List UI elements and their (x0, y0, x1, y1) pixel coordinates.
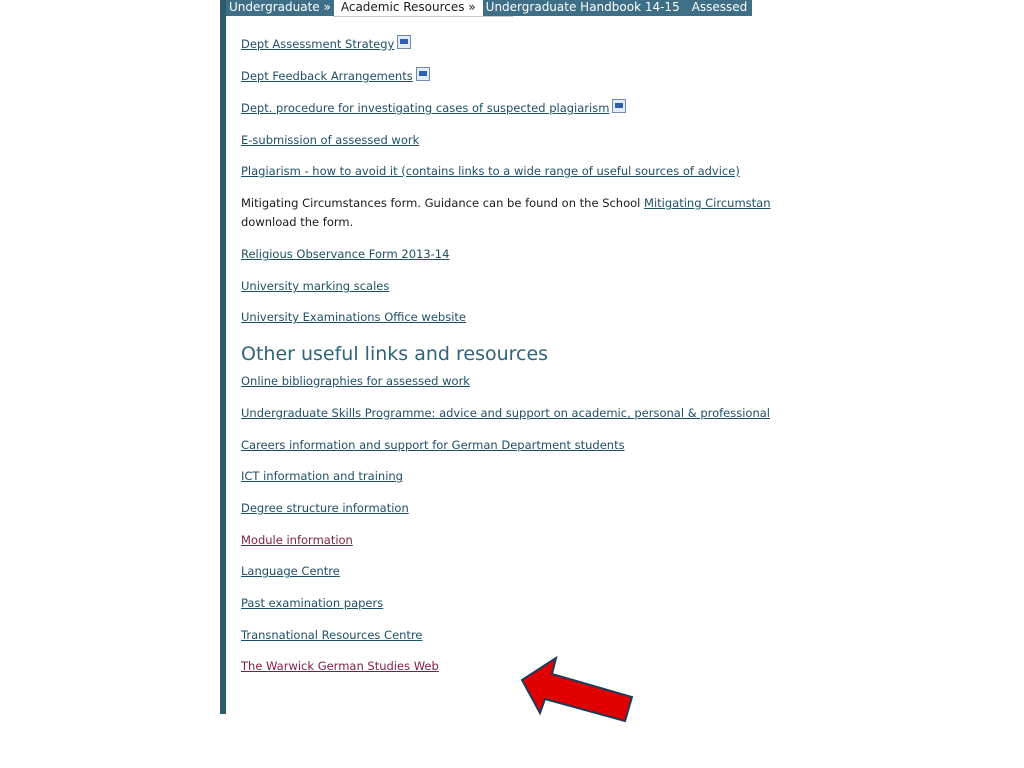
link-feedback-arrangements[interactable]: Dept Feedback Arrangements (241, 69, 413, 83)
link-religious-observance[interactable]: Religious Observance Form 2013-14 (241, 247, 450, 261)
link-careers[interactable]: Careers information and support for German Department students (241, 438, 625, 452)
link-assessment-strategy[interactable]: Dept Assessment Strategy (241, 37, 395, 51)
link-marking-scales[interactable]: University marking scales (241, 279, 390, 293)
link-ict[interactable]: ICT information and training (241, 469, 403, 483)
mitigating-text-line2: download the form. (241, 215, 354, 229)
link-degree-structure[interactable]: Degree structure information (241, 501, 409, 515)
link-transnational[interactable]: Transnational Resources Centre (241, 628, 423, 642)
tab-academic-resources[interactable]: Academic Resources » (334, 0, 483, 16)
link-exams-office[interactable]: University Examinations Office website (241, 310, 466, 324)
tab-assessed-essays[interactable]: Assessed Essays (691, 0, 792, 14)
link-plagiarism-avoid[interactable]: Plagiarism - how to avoid it (contains links to a wide range of useful sources of advice) (241, 164, 740, 178)
mitigating-text: Mitigating Circumstances form. Guidance can be found on the School (241, 196, 645, 210)
link-german-studies-web[interactable]: The Warwick German Studies Web (241, 659, 439, 673)
red-arrow-shape (522, 658, 632, 721)
link-past-papers[interactable]: Past examination papers (241, 596, 384, 610)
link-bibliographies[interactable]: Online bibliographies for assessed work (241, 374, 470, 388)
link-skills-programme[interactable]: Undergraduate Skills Programme: advice and support on academic, personal & professional (241, 406, 770, 420)
tab-undergraduate-handbook[interactable]: Undergraduate Handbook 14-15 (485, 0, 680, 14)
link-plagiarism-procedure[interactable]: Dept. procedure for investigating cases of suspected plagiarism (241, 101, 610, 115)
link-module-information[interactable]: Module information (241, 533, 353, 547)
link-esubmission[interactable]: E-submission of assessed work (241, 133, 420, 147)
link-language-centre[interactable]: Language Centre (241, 564, 340, 578)
section-heading: Other useful links and resources (241, 343, 549, 365)
link-mitigating-circumstances[interactable]: Mitigating Circumstan (644, 196, 771, 210)
tab-undergraduate[interactable]: Undergraduate » (229, 0, 331, 14)
